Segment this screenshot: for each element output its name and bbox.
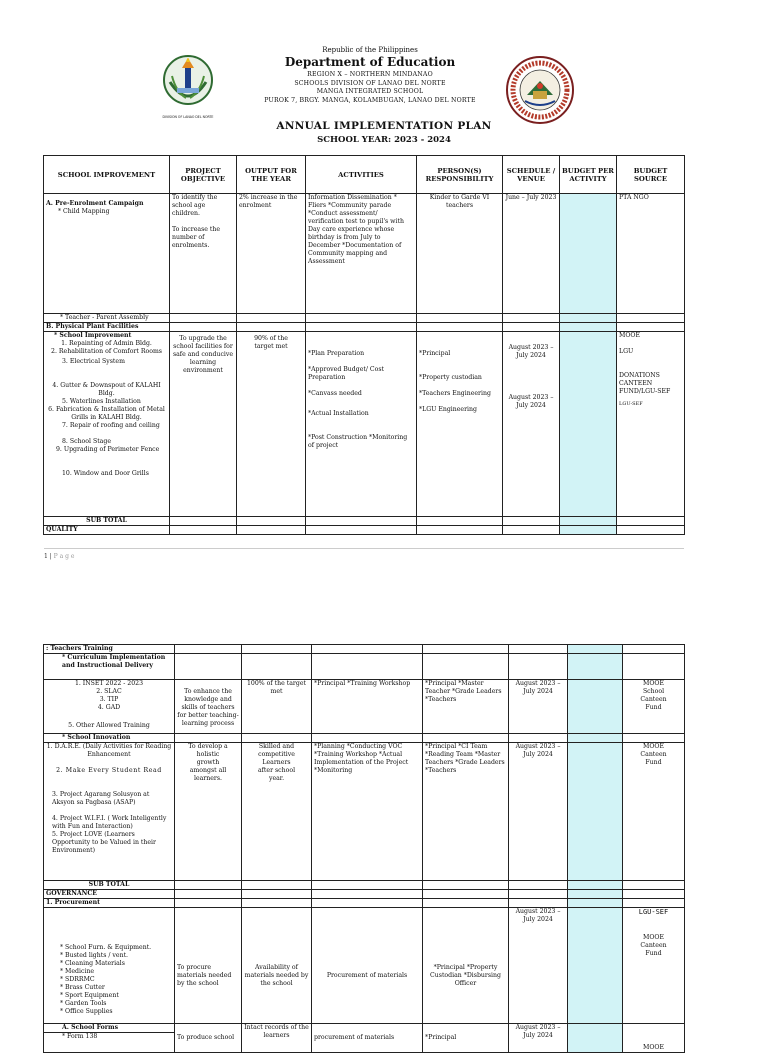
output-cell: Skilled and competitive Learners after school year. — [242, 743, 312, 881]
list-item: * Medicine — [60, 968, 95, 975]
source-item: MOOE — [619, 332, 640, 339]
list-item: 5. Waterlines Installation — [62, 398, 141, 405]
budget-cell — [568, 680, 623, 734]
table-row — [44, 890, 685, 899]
source-cell: PTA NGO — [617, 194, 685, 314]
schedule-cell: August 2023 – July 2024 — [509, 680, 568, 734]
subtotal-row — [44, 517, 685, 526]
activities-cell: procurement of materials — [312, 1024, 423, 1053]
schedule-cell: August 2023 – July 2024 — [509, 908, 568, 1024]
improvement-cell — [44, 743, 175, 881]
table-row — [44, 314, 685, 323]
school-name: MANGA INTEGRATED SCHOOL — [316, 88, 424, 96]
person-item: *LGU Engineering — [419, 406, 477, 413]
subsection-title: A. School Forms — [44, 1024, 175, 1033]
department-name: Department of Education — [284, 55, 456, 69]
region-text: REGION X – NORTHERN MINDANAO — [307, 71, 433, 78]
table-header-row — [44, 156, 685, 194]
source-item: MOOE Canteen Fund — [640, 934, 667, 957]
activity-item: *Canvass needed — [308, 390, 362, 397]
activity-item: *Approved Budget/ Cost Preparation — [308, 366, 385, 381]
list-item: 10. Window and Door Grills — [62, 470, 149, 477]
subsection-title: * School Innovation — [44, 734, 175, 743]
persons-cell: *Principal *Property Custodian *Disbursing Officer — [423, 908, 509, 1024]
objective-cell: To procure materials needed by the school — [175, 908, 242, 1024]
col-activities: ACTIVITIES — [306, 156, 417, 194]
schedule-cell — [503, 332, 560, 517]
activity-item: *Post Construction *Monitoring of project — [308, 434, 408, 449]
col-budget-source: BUDGET SOURCE — [617, 156, 685, 194]
page-footer: 1 | P a g e — [44, 553, 75, 560]
list-item: 9. Upgrading of Perimeter Fence — [56, 446, 160, 453]
list-item: 1. INSET 2022 - 2023 — [74, 680, 144, 687]
activities-cell: Procurement of materials — [312, 908, 423, 1024]
persons-cell — [417, 332, 503, 517]
school-seal — [505, 55, 575, 125]
schedule-text: August 2023 – July 2024 — [508, 344, 554, 359]
list-item: 4. Gutter & Downspout of KALAHI Bldg. — [52, 382, 161, 397]
persons-cell: *Principal *Master Teacher *Grade Leaders *Teachers — [423, 680, 509, 734]
republic-text: Republic of the Philippines — [322, 46, 418, 54]
list-item: * Busted lights / vent. — [60, 952, 129, 959]
division-text: SCHOOLS DIVISION OF LANAO DEL NORTE — [294, 79, 446, 87]
source-item: LGU — [619, 348, 634, 355]
list-item: * Brass Cutter — [60, 984, 105, 991]
col-project-objective: PROJECT OBJECTIVE — [170, 156, 237, 194]
table-row — [44, 526, 685, 535]
source-cell: MOOE — [623, 1024, 685, 1053]
list-item: 2. Make Every Student Read — [56, 767, 162, 774]
output-cell: Intact records of the learners — [242, 1024, 312, 1053]
output-cell: 100% of the target met — [242, 680, 312, 734]
table-row — [44, 899, 685, 908]
list-item: * Teacher - Parent Assembly — [44, 314, 170, 323]
plan-table-page-2 — [43, 644, 685, 1053]
schedule-text: August 2023 – July 2024 — [508, 394, 554, 409]
budget-cell — [568, 908, 623, 1024]
subtotal-label: SUB TOTAL — [44, 881, 175, 890]
list-item: * Sport Equipment — [60, 992, 119, 999]
col-budget-per-activity: BUDGET PER ACTIVITY — [560, 156, 617, 194]
objective-cell: To upgrade the school facilities for safe and conducive learning environment — [170, 332, 237, 517]
persons-cell: Kinder to Garde VI teachers — [417, 194, 503, 314]
list-item: 1. D.A.R.E. (Daily Activities for Reading Enhancement — [46, 743, 172, 758]
persons-cell: *Principal — [423, 1024, 509, 1053]
section-title: GOVERNANCE — [44, 890, 175, 899]
output-cell: 90% of the target met — [237, 332, 306, 517]
source-item: LGU-SEF — [619, 401, 643, 407]
table-row — [44, 743, 685, 881]
activity-item: *Actual Installation — [308, 410, 369, 417]
source-cell: MOOE School Canteen Fund — [623, 680, 685, 734]
source-item: LGU-SEF — [638, 908, 669, 916]
section-title: QUALITY — [44, 526, 170, 535]
schedule-cell: August 2023 – July 2024 — [509, 743, 568, 881]
list-item: * SDRRMC — [60, 976, 95, 983]
col-schedule: SCHEDULE / VENUE — [503, 156, 560, 194]
person-item: *Property custodian — [419, 374, 482, 381]
section-title: B. Physical Plant Facilities — [44, 323, 170, 332]
improvement-cell — [44, 332, 170, 517]
budget-cell — [560, 332, 617, 517]
budget-cell — [568, 1024, 623, 1053]
plan-table-page-1 — [43, 155, 685, 535]
list-item: 1. Repainting of Admin Bldg. — [61, 340, 152, 347]
objective-cell — [170, 194, 237, 314]
table-row — [44, 734, 685, 743]
subtotal-label: SUB TOTAL — [44, 517, 170, 526]
list-item: 8. School Stage — [62, 438, 111, 445]
list-item: 5. Project LOVE (Learners Opportunity to be Valued in their Environment) — [52, 831, 156, 854]
list-item: * Cleaning Materials — [60, 960, 125, 967]
activities-cell: *Planning *Conducting VOC *Training Workshop *Actual Implementation of the Project *Monitoring — [312, 743, 423, 881]
letterhead — [230, 46, 510, 105]
page-separator — [44, 548, 684, 549]
list-item: * School Furn. & Equipment. — [60, 944, 152, 951]
table-row — [44, 194, 685, 314]
improvement-cell — [44, 908, 175, 1024]
source-cell: MOOE Canteen Fund — [623, 743, 685, 881]
schedule-cell: August 2023 – July 2024 — [509, 1024, 568, 1053]
output-cell: 2% increase in the enrolment — [237, 194, 306, 314]
col-school-improvement: SCHOOL IMPROVEMENT — [44, 156, 170, 194]
objective-cell: To enhance the knowledge and skills of teachers for better teaching-learning process — [175, 680, 242, 734]
col-persons: PERSON(S) RESPONSIBILITY — [417, 156, 503, 194]
table-row — [44, 332, 685, 517]
page-word: P a g e — [53, 553, 75, 560]
activities-cell — [306, 332, 417, 517]
subtotal-row — [44, 881, 685, 890]
schedule-cell: June – July 2023 — [503, 194, 560, 314]
source-cell — [623, 908, 685, 1024]
objective-cell: To develop a holistic growth amongst all learners. — [175, 743, 242, 881]
improvement-cell — [44, 194, 170, 314]
list-item: 5. Other Allowed Training — [68, 722, 150, 729]
table-row — [44, 323, 685, 332]
objective-cell: To produce school — [175, 1024, 242, 1053]
person-item: *Teachers Engineering — [419, 390, 491, 397]
table-row — [44, 645, 685, 654]
school-year: SCHOOL YEAR: 2023 - 2024 — [317, 135, 451, 145]
table-row — [44, 680, 685, 734]
section-title: : Teachers Training — [44, 645, 175, 654]
persons-cell: *Principal *CI Team *Reading Team *Master Teachers *Grade Leaders *Teachers — [423, 743, 509, 881]
list-item: 2. Rehabilitation of Comfort Rooms — [51, 348, 162, 355]
list-item: 4. Project W.I.F.I. ( Work Inteligently with Fun and Interaction) — [52, 815, 167, 830]
list-item: * Office Supplies — [60, 1008, 113, 1015]
list-item: 3. Electrical System — [62, 358, 125, 365]
list-item: 2. SLAC — [96, 688, 122, 695]
activities-cell: Information Dissemination * Fliers *Community parade *Conduct assessment/ verification test to pupil's with Day care experience whose birthday is from July to December *Documentation of Community mapping and Assessment — [306, 194, 417, 314]
objective-text: To increase the number of enrolments. — [172, 226, 221, 249]
list-item: 4. GAD — [97, 704, 121, 711]
list-item: 3. Project Agarang Solusyon at Aksyon sa Pagbasa (ASAP) — [52, 791, 150, 806]
list-item: * Garden Tools — [60, 1000, 107, 1007]
table-row — [44, 654, 685, 680]
subsection-title: * Curriculum Implementation and Instructional Delivery — [44, 654, 175, 680]
source-item: DONATIONS — [619, 372, 660, 379]
list-item: 7. Repair of roofing and ceiling — [62, 422, 160, 429]
plan-titles — [0, 120, 768, 145]
budget-cell — [568, 743, 623, 881]
table-row — [44, 1024, 685, 1033]
activity-item: *Plan Preparation — [308, 350, 365, 357]
list-item: * Child Mapping — [58, 208, 110, 215]
activities-cell: *Principal *Training Workshop — [312, 680, 423, 734]
subsection-title: * School Improvement — [54, 332, 132, 339]
person-item: *Principal — [419, 350, 451, 357]
division-logo-caption: DIVISION OF LANAO DEL NORTE — [162, 115, 214, 119]
list-item: 3. TIP — [99, 696, 119, 703]
table-row — [44, 908, 685, 1024]
col-output: OUTPUT FOR THE YEAR — [237, 156, 306, 194]
division-logo — [160, 52, 216, 122]
source-cell — [617, 332, 685, 517]
school-address: PUROK 7, BRGY. MANGA, KOLAMBUGAN, LANAO DEL NORTE — [264, 96, 476, 104]
budget-cell — [560, 194, 617, 314]
source-item: CANTEEN FUND/LGU-SEF — [619, 380, 671, 395]
improvement-cell — [44, 680, 175, 734]
subsection-title: 1. Procurement — [44, 899, 175, 908]
list-item: 6. Fabrication & Installation of Metal Grills in KALAHI Bldg. — [48, 406, 165, 421]
objective-text: To identify the school age children. — [172, 194, 218, 217]
list-item: * Form 138 — [44, 1033, 175, 1053]
output-cell: Availability of materials needed by the school — [242, 908, 312, 1024]
plan-title: ANNUAL IMPLEMENTATION PLAN — [276, 120, 492, 132]
section-title: A. Pre-Enrolment Campaign — [46, 200, 144, 207]
page-number: 1 — [44, 553, 48, 560]
